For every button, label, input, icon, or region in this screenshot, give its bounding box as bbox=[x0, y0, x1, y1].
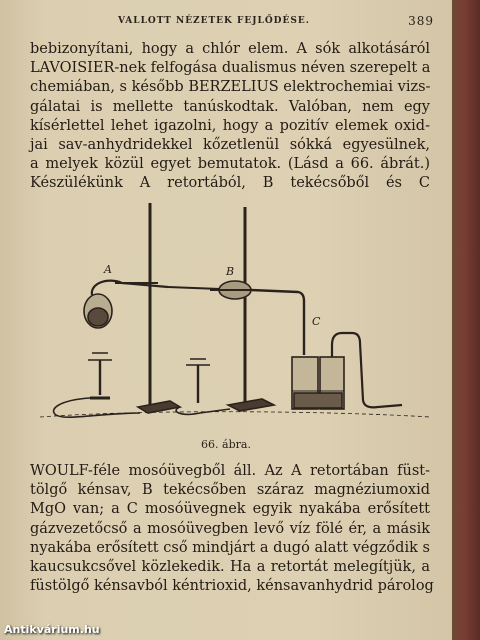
running-header bbox=[118, 14, 434, 30]
book-spine bbox=[452, 0, 480, 640]
text-line: a melyek közül egyet bemutatok. (Lásd a 66. ábrát.) bbox=[30, 156, 430, 173]
text-line: kísérlettel lehet igazolni, hogy a pozitív elemek oxid- bbox=[30, 117, 430, 134]
watermark: Antikvárium.hu bbox=[4, 623, 100, 636]
paragraph-top bbox=[30, 40, 430, 194]
text-line: MgO van; a C mosóüvegnek egyik nyakába erősített bbox=[30, 501, 430, 518]
text-line: nyakába erősített cső mindjárt a dugó alatt végződik s bbox=[30, 539, 430, 556]
figure-label-a: A bbox=[104, 263, 112, 276]
paragraph-bottom bbox=[30, 462, 434, 596]
text-line: Készülékünk A retortából, B tekécsőből és C bbox=[30, 175, 430, 192]
text-line: füstölgő kénsavból kéntrioxid, kénsavanhydrid párolog bbox=[30, 578, 434, 595]
text-line: gálatai is mellette tanúskodtak. Valóban, nem egy bbox=[30, 98, 430, 115]
figure-label-c: C bbox=[312, 315, 321, 328]
text-line: chemiában, s később BERZELIUS elektrochemiai vizs- bbox=[30, 79, 431, 96]
text-line: kaucsukcsővel közlekedik. Ha a retortát melegítjük, a bbox=[30, 559, 430, 576]
text-line: gázvezetőcső a mosóüvegben levő víz fölé ér, a másik bbox=[30, 520, 430, 537]
figure-caption: 66. ábra. bbox=[201, 438, 251, 451]
text-line: LAVOISIER-nek felfogása dualismus néven szerepelt a bbox=[30, 60, 431, 77]
running-title: VALLOTT NÉZETEK FEJLŐDÉSE. bbox=[118, 16, 310, 26]
text-line: tölgő kénsav, B tekécsőben száraz magnéziumoxid bbox=[30, 482, 430, 499]
text-line: jai sav-anhydridekkel kőzetlenül sókká egyesülnek, bbox=[30, 137, 430, 154]
page-number: 389 bbox=[408, 14, 434, 28]
text-line: bebizonyítani, hogy a chlór elem. A sók alkotásáról bbox=[30, 41, 430, 57]
figure-label-b: B bbox=[226, 265, 235, 278]
text-line: WOULF-féle mosóüvegből áll. Az A retortában füst- bbox=[30, 463, 430, 479]
apparatus-illustration bbox=[30, 195, 440, 430]
